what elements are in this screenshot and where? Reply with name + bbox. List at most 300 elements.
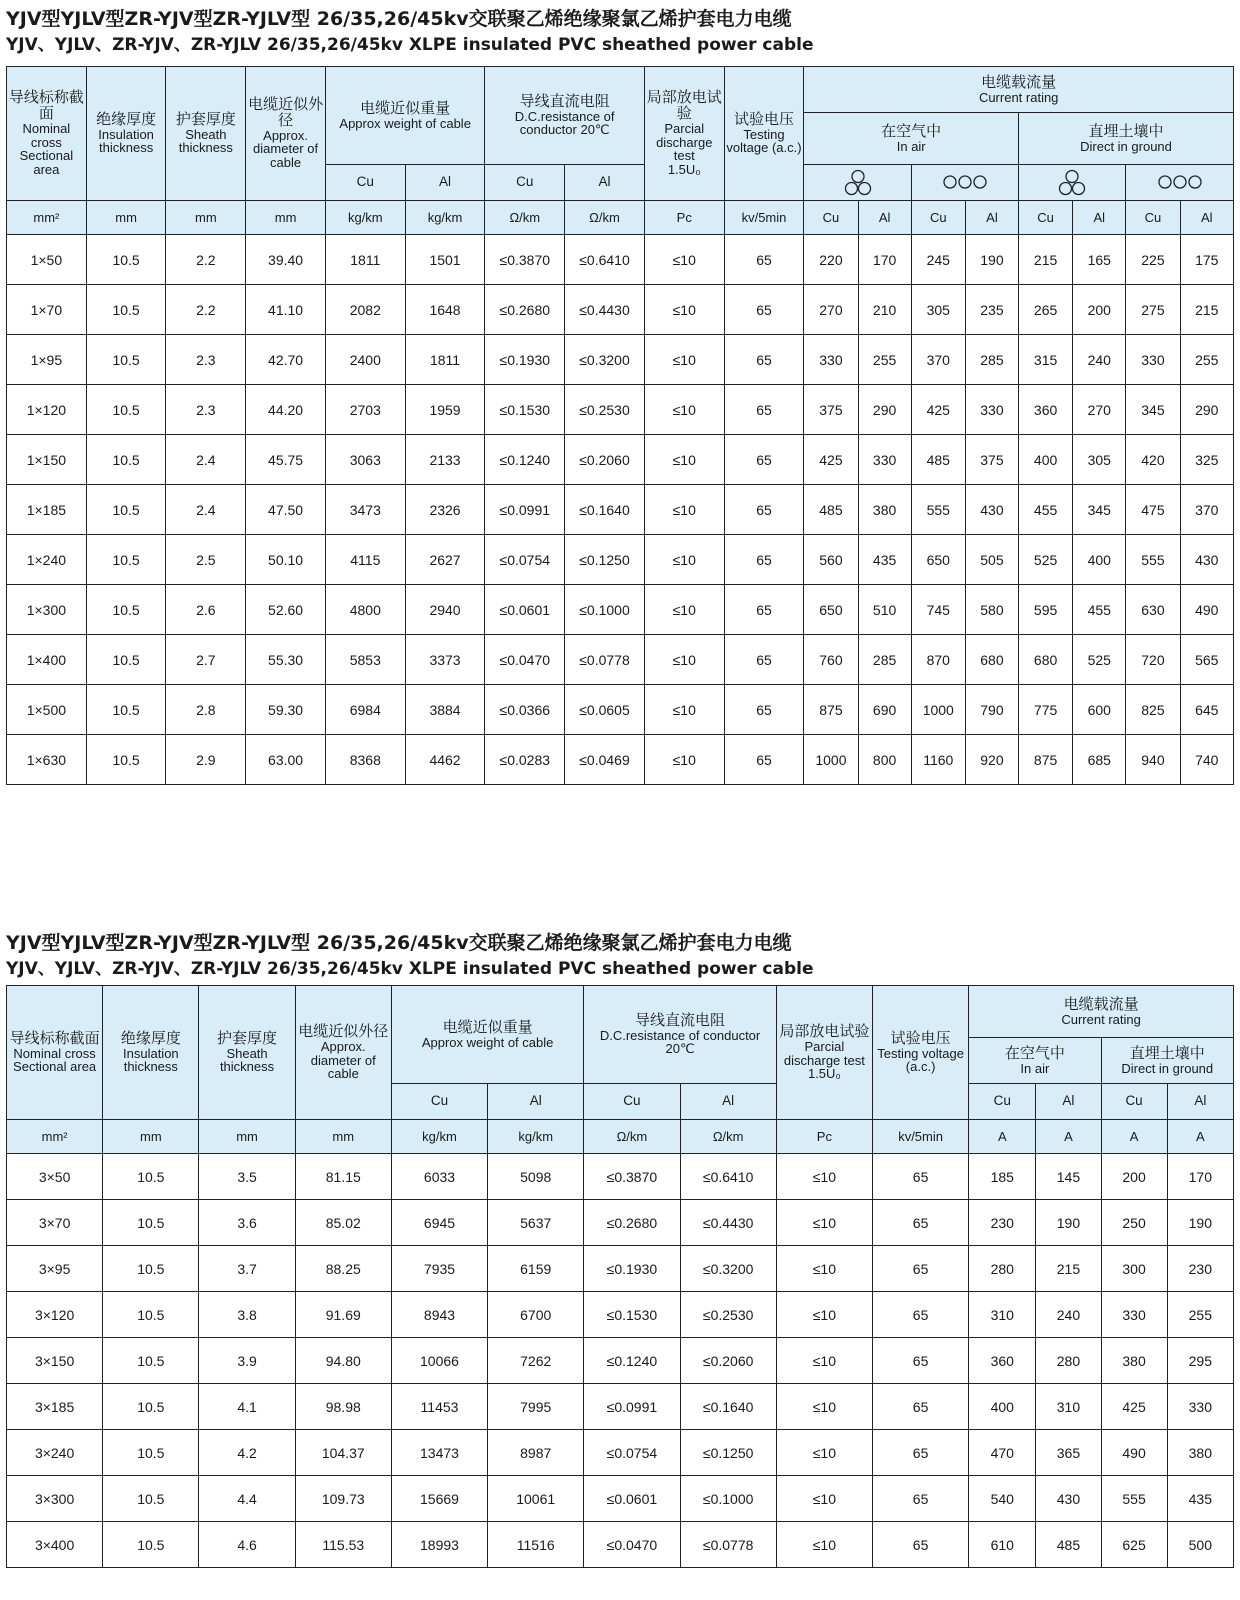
unit-cell: A bbox=[969, 1120, 1036, 1154]
table-cell: 485 bbox=[804, 485, 858, 535]
col-partial-discharge: 局部放电试验 Parcial discharge test 1.5U₀ bbox=[644, 67, 724, 201]
table-cell: ≤10 bbox=[644, 685, 724, 735]
table-cell: 55.30 bbox=[246, 635, 326, 685]
table-cell: 270 bbox=[804, 285, 858, 335]
table-cell: 1×50 bbox=[7, 235, 87, 285]
col-sheath: 护套厚度 Sheath thickness bbox=[199, 986, 295, 1120]
table-cell: 5098 bbox=[488, 1154, 584, 1200]
table-cell: 6033 bbox=[391, 1154, 487, 1200]
table-cell: 170 bbox=[1167, 1154, 1233, 1200]
unit-cell: mm bbox=[103, 1120, 199, 1154]
table-cell: ≤10 bbox=[644, 485, 724, 535]
table-cell: 165 bbox=[1073, 235, 1126, 285]
table1-title-cn: YJV型YJLV型ZR-YJV型ZR-YJLV型 26/35,26/45kv交联聚乙烯绝缘聚氯乙烯护套电力电缆 bbox=[6, 8, 792, 30]
table-cell: 10.5 bbox=[103, 1338, 199, 1384]
unit-cell: mm² bbox=[7, 1120, 103, 1154]
table-cell: 1×150 bbox=[7, 435, 87, 485]
table-row bbox=[7, 435, 1234, 485]
table-cell: 88.25 bbox=[295, 1246, 391, 1292]
table-cell: 485 bbox=[1036, 1522, 1101, 1568]
units-row bbox=[7, 1120, 1234, 1154]
table-cell: 315 bbox=[1019, 335, 1073, 385]
table-cell: ≤0.2680 bbox=[584, 1200, 680, 1246]
table-cell: 1×95 bbox=[7, 335, 87, 385]
col-area: 导线标称截面 Nominal cross Sectional area bbox=[7, 986, 103, 1120]
weight-cu: Cu bbox=[391, 1084, 487, 1120]
table-cell: 65 bbox=[872, 1522, 968, 1568]
table-cell: 65 bbox=[872, 1246, 968, 1292]
table-cell: 15669 bbox=[391, 1476, 487, 1522]
table-cell: ≤10 bbox=[644, 585, 724, 635]
table-cell: 280 bbox=[1036, 1338, 1101, 1384]
ground-cu: Cu bbox=[1101, 1084, 1167, 1120]
table-row bbox=[7, 535, 1234, 585]
unit-cell: Ω/km bbox=[584, 1120, 680, 1154]
table-cell: 10061 bbox=[488, 1476, 584, 1522]
table-cell: 255 bbox=[1180, 335, 1233, 385]
table-cell: 1×630 bbox=[7, 735, 87, 785]
table-cell: 375 bbox=[965, 435, 1018, 485]
table-cell: 7262 bbox=[488, 1338, 584, 1384]
resistance-cu: Cu bbox=[584, 1084, 680, 1120]
table2-body bbox=[7, 1154, 1234, 1568]
table-cell: 290 bbox=[858, 385, 911, 435]
table-cell: 2.8 bbox=[166, 685, 246, 735]
table-cell: 470 bbox=[969, 1430, 1036, 1476]
table-cell: ≤0.1250 bbox=[680, 1430, 776, 1476]
table-cell: 81.15 bbox=[295, 1154, 391, 1200]
col-in-air: 在空气中 In air bbox=[969, 1038, 1101, 1084]
table-cell: 45.75 bbox=[246, 435, 326, 485]
table-row bbox=[7, 1430, 1234, 1476]
table-cell: 220 bbox=[804, 235, 858, 285]
table-row bbox=[7, 385, 1234, 435]
table-cell: 41.10 bbox=[246, 285, 326, 335]
table-cell: 215 bbox=[1180, 285, 1233, 335]
table-cell: 2133 bbox=[405, 435, 485, 485]
table-cell: 104.37 bbox=[295, 1430, 391, 1476]
table-cell: 525 bbox=[1019, 535, 1073, 585]
table-cell: ≤0.0470 bbox=[584, 1522, 680, 1568]
unit-cell: A bbox=[1101, 1120, 1167, 1154]
table-row bbox=[7, 335, 1234, 385]
table-cell: 1959 bbox=[405, 385, 485, 435]
unit-cell: Ω/km bbox=[680, 1120, 776, 1154]
table-cell: 565 bbox=[1180, 635, 1233, 685]
flat-arrangement-icon bbox=[1126, 165, 1234, 201]
table-cell: 740 bbox=[1180, 735, 1233, 785]
table-cell: ≤0.2530 bbox=[565, 385, 645, 435]
table-cell: 230 bbox=[1167, 1246, 1233, 1292]
table-cell: 230 bbox=[969, 1200, 1036, 1246]
unit-cell: mm bbox=[86, 201, 166, 235]
table-cell: 10.5 bbox=[103, 1430, 199, 1476]
table-cell: 145 bbox=[1036, 1154, 1101, 1200]
unit-cell: Ω/km bbox=[485, 201, 565, 235]
table-cell: 595 bbox=[1019, 585, 1073, 635]
table-cell: ≤10 bbox=[776, 1200, 872, 1246]
table-cell: 285 bbox=[858, 635, 911, 685]
table-cell: 11516 bbox=[488, 1522, 584, 1568]
table-cell: 225 bbox=[1126, 235, 1180, 285]
table-cell: 790 bbox=[965, 685, 1018, 735]
table-cell: 330 bbox=[804, 335, 858, 385]
table-cell: 4.2 bbox=[199, 1430, 295, 1476]
table-cell: ≤10 bbox=[776, 1154, 872, 1200]
table-cell: 65 bbox=[872, 1338, 968, 1384]
table-cell: 685 bbox=[1073, 735, 1126, 785]
table-cell: ≤0.0283 bbox=[485, 735, 565, 785]
table-cell: 3.8 bbox=[199, 1292, 295, 1338]
col-in-ground: 直埋土壤中 Direct in ground bbox=[1019, 113, 1234, 165]
table-cell: 645 bbox=[1180, 685, 1233, 735]
table-cell: 1×120 bbox=[7, 385, 87, 435]
table-row bbox=[7, 585, 1234, 635]
table-cell: 65 bbox=[724, 635, 804, 685]
table-cell: 490 bbox=[1101, 1430, 1167, 1476]
table-cell: 185 bbox=[969, 1154, 1036, 1200]
table-cell: ≤0.1530 bbox=[485, 385, 565, 435]
table-cell: 6945 bbox=[391, 1200, 487, 1246]
table-cell: 2.2 bbox=[166, 235, 246, 285]
table-cell: ≤0.0754 bbox=[584, 1430, 680, 1476]
table-cell: 8368 bbox=[325, 735, 405, 785]
table-cell: 200 bbox=[1101, 1154, 1167, 1200]
table-cell: ≤0.1640 bbox=[680, 1384, 776, 1430]
table-cell: 210 bbox=[858, 285, 911, 335]
table-cell: ≤10 bbox=[776, 1292, 872, 1338]
table-cell: 525 bbox=[1073, 635, 1126, 685]
table-cell: 65 bbox=[724, 485, 804, 535]
table-cell: 325 bbox=[1180, 435, 1233, 485]
table1 bbox=[6, 66, 1234, 785]
table-cell: 800 bbox=[858, 735, 911, 785]
col-current-rating: 电缆载流量 Current rating bbox=[969, 986, 1234, 1038]
unit-cell: Cu bbox=[1126, 201, 1180, 235]
table-cell: 2.6 bbox=[166, 585, 246, 635]
table-cell: 3×240 bbox=[7, 1430, 103, 1476]
unit-cell: Al bbox=[1180, 201, 1233, 235]
table-cell: 52.60 bbox=[246, 585, 326, 635]
table-cell: 2.4 bbox=[166, 435, 246, 485]
table-cell: ≤0.0991 bbox=[485, 485, 565, 535]
table-cell: 4462 bbox=[405, 735, 485, 785]
col-testing-voltage: 试验电压 Testing voltage (a.c.) bbox=[724, 67, 804, 201]
table-cell: 425 bbox=[911, 385, 965, 435]
table-cell: 1×500 bbox=[7, 685, 87, 735]
table-cell: 430 bbox=[965, 485, 1018, 535]
table-cell: 380 bbox=[1167, 1430, 1233, 1476]
table2-title-en: YJV、YJLV、ZR-YJV、ZR-YJLV 26/35,26/45kv XLPE insulated PVC sheathed power cable bbox=[6, 959, 814, 979]
col-weight: 电缆近似重量 Approx weight of cable bbox=[325, 67, 484, 165]
unit-cell: mm bbox=[295, 1120, 391, 1154]
table-cell: 109.73 bbox=[295, 1476, 391, 1522]
table-cell: 310 bbox=[969, 1292, 1036, 1338]
table-cell: ≤0.3200 bbox=[565, 335, 645, 385]
table-cell: 400 bbox=[969, 1384, 1036, 1430]
table-cell: 295 bbox=[1167, 1338, 1233, 1384]
table-cell: ≤0.0991 bbox=[584, 1384, 680, 1430]
table-cell: 10.5 bbox=[86, 635, 166, 685]
table-cell: 115.53 bbox=[295, 1522, 391, 1568]
col-in-ground: 直埋土壤中 Direct in ground bbox=[1101, 1038, 1234, 1084]
table-cell: 65 bbox=[724, 435, 804, 485]
table-row bbox=[7, 1384, 1234, 1430]
table-cell: 2.7 bbox=[166, 635, 246, 685]
table-cell: 1811 bbox=[405, 335, 485, 385]
table-cell: 50.10 bbox=[246, 535, 326, 585]
table-cell: 63.00 bbox=[246, 735, 326, 785]
table-cell: 300 bbox=[1101, 1246, 1167, 1292]
table-cell: 59.30 bbox=[246, 685, 326, 735]
table-cell: 680 bbox=[965, 635, 1018, 685]
table-cell: ≤0.3870 bbox=[584, 1154, 680, 1200]
weight-cu: Cu bbox=[325, 165, 405, 201]
table-cell: 1160 bbox=[911, 735, 965, 785]
table-cell: 345 bbox=[1073, 485, 1126, 535]
table-cell: 555 bbox=[1126, 535, 1180, 585]
flat-arrangement-icon bbox=[911, 165, 1018, 201]
table-cell: 310 bbox=[1036, 1384, 1101, 1430]
table-cell: 98.98 bbox=[295, 1384, 391, 1430]
table-cell: ≤0.1250 bbox=[565, 535, 645, 585]
table-cell: 65 bbox=[724, 235, 804, 285]
table-cell: 190 bbox=[1167, 1200, 1233, 1246]
table-cell: 680 bbox=[1019, 635, 1073, 685]
table-cell: ≤10 bbox=[776, 1430, 872, 1476]
table-cell: 3063 bbox=[325, 435, 405, 485]
unit-cell: Cu bbox=[911, 201, 965, 235]
table-cell: 65 bbox=[724, 585, 804, 635]
table-cell: 560 bbox=[804, 535, 858, 585]
table-cell: 91.69 bbox=[295, 1292, 391, 1338]
col-insulation: 绝缘厚度 Insulation thickness bbox=[103, 986, 199, 1120]
table-cell: 430 bbox=[1036, 1476, 1101, 1522]
table-cell: ≤0.1640 bbox=[565, 485, 645, 535]
table-cell: 3×95 bbox=[7, 1246, 103, 1292]
table-cell: 6159 bbox=[488, 1246, 584, 1292]
table-cell: 10.5 bbox=[86, 335, 166, 385]
table-cell: 4800 bbox=[325, 585, 405, 635]
table-cell: 3×50 bbox=[7, 1154, 103, 1200]
table-cell: 18993 bbox=[391, 1522, 487, 1568]
table-cell: 250 bbox=[1101, 1200, 1167, 1246]
table1-body bbox=[7, 235, 1234, 785]
table-cell: ≤0.6410 bbox=[680, 1154, 776, 1200]
table-cell: 5853 bbox=[325, 635, 405, 685]
table-cell: 11453 bbox=[391, 1384, 487, 1430]
air-cu: Cu bbox=[969, 1084, 1036, 1120]
table-cell: 3.5 bbox=[199, 1154, 295, 1200]
table-cell: 760 bbox=[804, 635, 858, 685]
table-cell: 630 bbox=[1126, 585, 1180, 635]
table-cell: 170 bbox=[858, 235, 911, 285]
table-cell: 290 bbox=[1180, 385, 1233, 435]
unit-cell: kg/km bbox=[391, 1120, 487, 1154]
table-cell: 920 bbox=[965, 735, 1018, 785]
table-cell: 3884 bbox=[405, 685, 485, 735]
table-cell: 775 bbox=[1019, 685, 1073, 735]
trefoil-arrangement-icon bbox=[804, 165, 911, 201]
col-area: 导线标称截面 Nominal cross Sectional area bbox=[7, 67, 87, 201]
table-cell: 2.5 bbox=[166, 535, 246, 585]
table-cell: 44.20 bbox=[246, 385, 326, 435]
table-cell: ≤10 bbox=[776, 1522, 872, 1568]
trefoil-arrangement-icon bbox=[1019, 165, 1126, 201]
table-cell: 275 bbox=[1126, 285, 1180, 335]
unit-cell: Ω/km bbox=[565, 201, 645, 235]
table-cell: 690 bbox=[858, 685, 911, 735]
table-cell: 10.5 bbox=[86, 385, 166, 435]
table-cell: 875 bbox=[1019, 735, 1073, 785]
table-cell: 305 bbox=[1073, 435, 1126, 485]
col-resistance: 导线直流电阻 D.C.resistance of conductor 20℃ bbox=[584, 986, 776, 1084]
table-cell: 330 bbox=[965, 385, 1018, 435]
table-cell: ≤0.0469 bbox=[565, 735, 645, 785]
table-cell: ≤0.1000 bbox=[680, 1476, 776, 1522]
table-cell: 400 bbox=[1019, 435, 1073, 485]
table-cell: 610 bbox=[969, 1522, 1036, 1568]
resistance-al: Al bbox=[680, 1084, 776, 1120]
table-cell: 3×400 bbox=[7, 1522, 103, 1568]
table-cell: 555 bbox=[911, 485, 965, 535]
table-cell: 10.5 bbox=[86, 685, 166, 735]
table-cell: 400 bbox=[1073, 535, 1126, 585]
table-cell: 455 bbox=[1073, 585, 1126, 635]
unit-cell: Al bbox=[1073, 201, 1126, 235]
col-insulation: 绝缘厚度 Insulation thickness bbox=[86, 67, 166, 201]
table-cell: 360 bbox=[969, 1338, 1036, 1384]
table-cell: 360 bbox=[1019, 385, 1073, 435]
table-row bbox=[7, 285, 1234, 335]
table-cell: ≤0.1240 bbox=[485, 435, 565, 485]
unit-cell: Pc bbox=[776, 1120, 872, 1154]
table-cell: ≤0.2530 bbox=[680, 1292, 776, 1338]
table-cell: ≤0.3200 bbox=[680, 1246, 776, 1292]
table-cell: 1501 bbox=[405, 235, 485, 285]
table-cell: 3373 bbox=[405, 635, 485, 685]
table-cell: 10.5 bbox=[86, 735, 166, 785]
table-cell: 2082 bbox=[325, 285, 405, 335]
table2 bbox=[6, 985, 1234, 1568]
table-cell: ≤0.2060 bbox=[565, 435, 645, 485]
table-cell: 10066 bbox=[391, 1338, 487, 1384]
table-cell: ≤0.0778 bbox=[680, 1522, 776, 1568]
table-cell: 1648 bbox=[405, 285, 485, 335]
table-cell: 650 bbox=[804, 585, 858, 635]
table-cell: ≤0.0605 bbox=[565, 685, 645, 735]
table-cell: 65 bbox=[872, 1154, 968, 1200]
table-cell: 65 bbox=[724, 385, 804, 435]
table-cell: ≤0.1930 bbox=[485, 335, 565, 385]
table-cell: 3×150 bbox=[7, 1338, 103, 1384]
table-cell: 2703 bbox=[325, 385, 405, 435]
table-row bbox=[7, 1200, 1234, 1246]
table-cell: ≤0.4430 bbox=[565, 285, 645, 335]
col-diameter: 电缆近似外径 Approx. diameter of cable bbox=[295, 986, 391, 1120]
table-cell: 65 bbox=[872, 1200, 968, 1246]
table-cell: 200 bbox=[1073, 285, 1126, 335]
col-diameter: 电缆近似外径 Approx. diameter of cable bbox=[246, 67, 326, 201]
table-cell: ≤0.3870 bbox=[485, 235, 565, 285]
table-cell: 47.50 bbox=[246, 485, 326, 535]
table-cell: 370 bbox=[911, 335, 965, 385]
table-cell: 10.5 bbox=[86, 535, 166, 585]
col-partial-discharge: 局部放电试验 Parcial discharge test 1.5U₀ bbox=[776, 986, 872, 1120]
table-row bbox=[7, 1338, 1234, 1384]
table2-title-cn: YJV型YJLV型ZR-YJV型ZR-YJLV型 26/35,26/45kv交联聚乙烯绝缘聚氯乙烯护套电力电缆 bbox=[6, 932, 792, 954]
table-cell: 1×400 bbox=[7, 635, 87, 685]
table-cell: 245 bbox=[911, 235, 965, 285]
col-in-air: 在空气中 In air bbox=[804, 113, 1019, 165]
table-cell: 1000 bbox=[911, 685, 965, 735]
table-cell: 2.3 bbox=[166, 385, 246, 435]
table-cell: 4115 bbox=[325, 535, 405, 585]
table-cell: ≤0.1930 bbox=[584, 1246, 680, 1292]
table-cell: 3.6 bbox=[199, 1200, 295, 1246]
table-cell: 65 bbox=[872, 1292, 968, 1338]
table-cell: 425 bbox=[1101, 1384, 1167, 1430]
table-cell: 65 bbox=[872, 1384, 968, 1430]
table-row bbox=[7, 1246, 1234, 1292]
table-cell: 3×70 bbox=[7, 1200, 103, 1246]
table-cell: 265 bbox=[1019, 285, 1073, 335]
table-cell: 380 bbox=[1101, 1338, 1167, 1384]
table-cell: ≤10 bbox=[644, 285, 724, 335]
table-cell: 3×185 bbox=[7, 1384, 103, 1430]
unit-cell: Pc bbox=[644, 201, 724, 235]
table-cell: 7995 bbox=[488, 1384, 584, 1430]
table-cell: 330 bbox=[1167, 1384, 1233, 1430]
table-cell: 420 bbox=[1126, 435, 1180, 485]
table-cell: 485 bbox=[911, 435, 965, 485]
table-cell: 2400 bbox=[325, 335, 405, 385]
table-cell: 1×70 bbox=[7, 285, 87, 335]
table-cell: ≤0.2680 bbox=[485, 285, 565, 335]
table-cell: 2.3 bbox=[166, 335, 246, 385]
table-cell: 870 bbox=[911, 635, 965, 685]
table-cell: 490 bbox=[1180, 585, 1233, 635]
table-cell: 330 bbox=[1126, 335, 1180, 385]
unit-cell: kg/km bbox=[325, 201, 405, 235]
table-cell: 430 bbox=[1180, 535, 1233, 585]
table-cell: 280 bbox=[969, 1246, 1036, 1292]
air-al: Al bbox=[1036, 1084, 1101, 1120]
table-cell: 10.5 bbox=[103, 1154, 199, 1200]
table-cell: 375 bbox=[804, 385, 858, 435]
table-row bbox=[7, 735, 1234, 785]
table-cell: 10.5 bbox=[86, 285, 166, 335]
table-cell: 85.02 bbox=[295, 1200, 391, 1246]
table-cell: 65 bbox=[872, 1476, 968, 1522]
table-cell: ≤10 bbox=[644, 435, 724, 485]
table-cell: ≤10 bbox=[776, 1476, 872, 1522]
table-cell: 10.5 bbox=[103, 1200, 199, 1246]
table-cell: 65 bbox=[724, 735, 804, 785]
table-cell: 540 bbox=[969, 1476, 1036, 1522]
table-cell: 10.5 bbox=[103, 1246, 199, 1292]
table-cell: 6984 bbox=[325, 685, 405, 735]
unit-cell: kv/5min bbox=[724, 201, 804, 235]
table-cell: 625 bbox=[1101, 1522, 1167, 1568]
table-cell: 2627 bbox=[405, 535, 485, 585]
unit-cell: kg/km bbox=[488, 1120, 584, 1154]
table-row bbox=[7, 1522, 1234, 1568]
table-cell: 3×120 bbox=[7, 1292, 103, 1338]
table-cell: 370 bbox=[1180, 485, 1233, 535]
unit-cell: Al bbox=[965, 201, 1018, 235]
table-cell: 10.5 bbox=[86, 485, 166, 535]
